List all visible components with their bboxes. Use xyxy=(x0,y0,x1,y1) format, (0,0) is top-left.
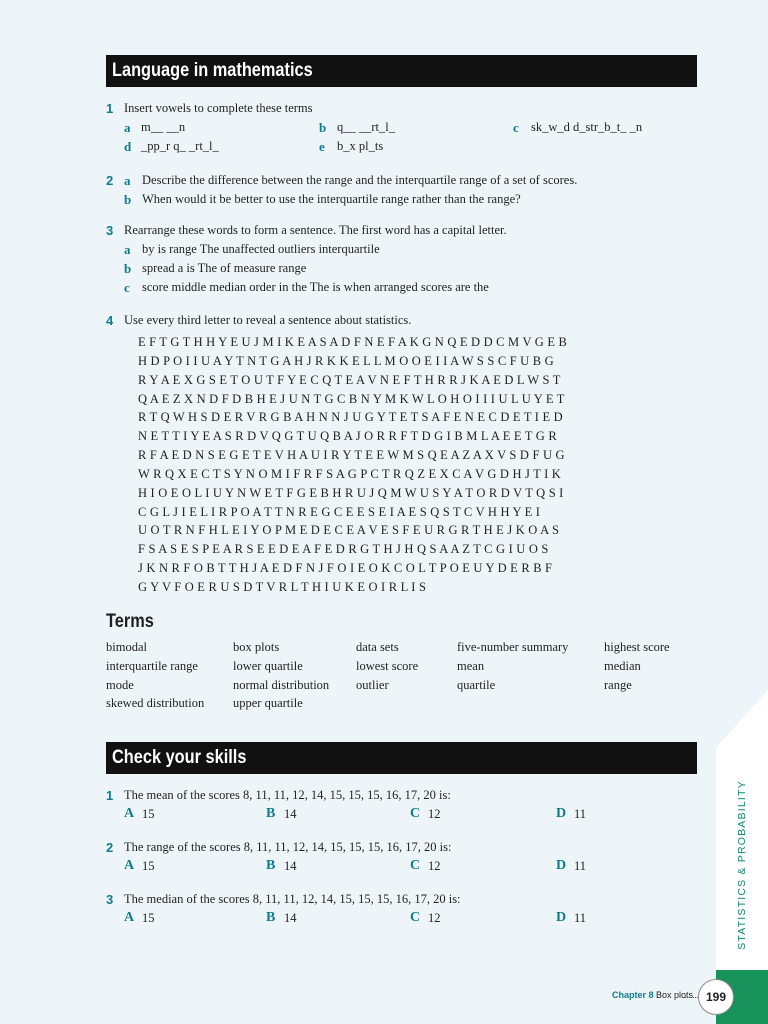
q2-item-a-letter: a xyxy=(124,173,131,188)
q3-item-a-text: by is range The unaffected outliers interquartile xyxy=(142,242,380,256)
q2-item-a-text: Describe the difference between the range and the interquartile range of a set of scores. xyxy=(142,173,578,187)
option-letter: A xyxy=(124,858,135,873)
term-item: outlier xyxy=(356,678,389,692)
option-value: 12 xyxy=(428,911,441,925)
terms-heading-text: Terms xyxy=(106,611,154,632)
q3-item-c-letter: c xyxy=(124,280,130,295)
option-value: 15 xyxy=(142,859,155,873)
question-3-prompt: Rearrange these words to form a sentence. The first word has a capital letter. xyxy=(124,223,507,237)
question-1-number: 1 xyxy=(106,101,114,116)
q2-item-b-letter: b xyxy=(124,192,132,207)
option-value: 14 xyxy=(284,859,297,873)
option-value: 14 xyxy=(284,911,297,925)
language-section-header xyxy=(106,55,697,87)
option-letter: B xyxy=(266,858,276,873)
option-letter: A xyxy=(124,806,135,821)
option-value: 12 xyxy=(428,859,441,873)
puzzle-row: H D P O I I U A Y T N T G A H J R K K E L L M O O E I I A W S S C F U B G xyxy=(138,353,554,368)
q1-item-b-text: q__ __rt_l_ xyxy=(337,120,395,134)
puzzle-row: G Y V F O E R U S D T V R L T H I U K E O I R L I S xyxy=(138,579,427,594)
puzzle-row: R F A E D N S E G E T E V H A U I R Y T E E W M S Q E A Z A X V S D F U G xyxy=(138,448,565,463)
option-value: 14 xyxy=(284,807,297,821)
option-value: 11 xyxy=(574,911,587,925)
term-item: box plots xyxy=(233,640,280,654)
option-letter: B xyxy=(266,806,276,821)
terms-heading xyxy=(106,611,162,633)
option-letter: C xyxy=(410,806,421,821)
skills-question-1-number: 1 xyxy=(106,788,114,803)
question-2-number: 2 xyxy=(106,173,114,188)
footer-chapter xyxy=(612,990,693,1000)
puzzle-row: R Y A E X G S E T O U T F Y E C Q T E A V N E F T H R R J K A E D L W S T xyxy=(138,372,561,387)
page-number: 199 xyxy=(698,979,734,1015)
side-tab-label: STATISTICS & PROBABILITY xyxy=(736,780,748,950)
q1-item-d-text: _pp_r q_ _rt_l_ xyxy=(141,139,219,153)
puzzle-row: H I O E O L I U Y N W E T F G E B H R U J Q M W U S Y A T O R D V T Q S I xyxy=(138,485,564,500)
q3-item-b-letter: b xyxy=(124,261,132,276)
term-item: skewed distribution xyxy=(106,696,205,710)
option-letter: C xyxy=(410,910,421,925)
q1-item-d-letter: d xyxy=(124,139,132,154)
q1-item-c-text: sk_w_d d_str_b_t_ _n xyxy=(531,120,643,134)
q1-item-c-letter: c xyxy=(513,120,519,135)
puzzle-row: C G L J I E L I R P O A T T N R E G C E E S E I A E S Q S T C V H H Y E I xyxy=(138,504,541,519)
term-item: interquartile range xyxy=(106,659,198,673)
question-3-number: 3 xyxy=(106,223,114,238)
option-letter: C xyxy=(410,858,421,873)
option-value: 15 xyxy=(142,911,155,925)
puzzle-row: J K N R F O B T T H J A E D F N J F O I E O K C O L T P O E U Y D E R B F xyxy=(138,561,553,576)
q2-item-b-text: When would it be better to use the interquartile range rather than the range? xyxy=(142,192,521,206)
puzzle-row: U O T R N F H L E I Y O P M E D E C E A V E S F E U R G R T H E J K O A S xyxy=(138,523,560,538)
skills-section-header xyxy=(106,742,697,774)
option-value: 12 xyxy=(428,807,441,821)
q3-item-a-letter: a xyxy=(124,242,131,257)
q1-item-a-text: m__ __n xyxy=(141,120,186,134)
puzzle-row: R T Q W H S D E R V R G B A H N N J U G Y T E T S A F E N E C D E T I E D xyxy=(138,410,563,425)
option-letter: D xyxy=(556,858,567,873)
question-1-prompt: Insert vowels to complete these terms xyxy=(124,101,313,115)
q1-item-a-letter: a xyxy=(124,120,131,135)
skills-question-2-prompt: The range of the scores 8, 11, 11, 12, 14, 15, 15, 15, 16, 17, 20 is: xyxy=(124,840,452,854)
q1-item-b-letter: b xyxy=(319,120,327,135)
option-value: 11 xyxy=(574,807,587,821)
option-letter: A xyxy=(124,910,135,925)
term-item: upper quartile xyxy=(233,696,303,710)
q1-item-e-text: b_x pl_ts xyxy=(337,139,384,153)
term-item: range xyxy=(604,678,632,692)
skills-question-3-prompt: The median of the scores 8, 11, 11, 12, 14, 15, 15, 15, 16, 17, 20 is: xyxy=(124,892,461,906)
term-item: highest score xyxy=(604,640,670,654)
q3-item-c-text: score middle median order in the The is when arranged scores are the xyxy=(142,280,489,294)
letter-puzzle xyxy=(138,333,658,597)
skills-question-2-number: 2 xyxy=(106,840,114,855)
option-letter: B xyxy=(266,910,276,925)
puzzle-row: Q A E Z X N D F D B H E J U N T G C B N Y M K W L O H O I I I U L U Y E T xyxy=(138,391,565,406)
option-letter: D xyxy=(556,806,567,821)
question-4-prompt: Use every third letter to reveal a sentence about statistics. xyxy=(124,313,412,327)
skills-section-title: Check your skills xyxy=(112,747,247,768)
skills-question-3-number: 3 xyxy=(106,892,114,907)
q1-item-e-letter: e xyxy=(319,139,325,154)
footer-topic: Box plots xyxy=(656,990,694,1000)
term-item: mean xyxy=(457,659,485,673)
term-item: quartile xyxy=(457,678,496,692)
term-item: data sets xyxy=(356,640,399,654)
footer-dotted-leader xyxy=(684,997,698,998)
puzzle-row: F S A S E S P E A R S E E D E A F E D R G T H J H Q S A A Z T C G I U O S xyxy=(138,542,549,557)
term-item: bimodal xyxy=(106,640,147,654)
term-item: lowest score xyxy=(356,659,419,673)
puzzle-row: E F T G T H H Y E U J M I K E A S A D F N E F A K G N Q E D D C M V G E B xyxy=(138,335,568,349)
question-4-number: 4 xyxy=(106,313,114,328)
term-item: median xyxy=(604,659,641,673)
footer-chapter-label: Chapter 8 xyxy=(612,990,654,1000)
q3-item-b-text: spread a is The of measure range xyxy=(142,261,307,275)
puzzle-row: W R Q X E C T S Y N O M I F R F S A G P C T R Q Z E X C A V G D H J T I K xyxy=(138,466,562,481)
option-value: 11 xyxy=(574,859,587,873)
option-letter: D xyxy=(556,910,567,925)
term-item: mode xyxy=(106,678,134,692)
term-item: normal distribution xyxy=(233,678,330,692)
term-item: lower quartile xyxy=(233,659,303,673)
term-item: five-number summary xyxy=(457,640,569,654)
side-tab-fold xyxy=(716,690,768,748)
language-section-title: Language in mathematics xyxy=(112,60,313,81)
puzzle-row: N E T T I Y E A S R D V Q G T U Q B A J O R R F T D G I B M L A E E T G R xyxy=(138,429,557,444)
skills-question-1-prompt: The mean of the scores 8, 11, 11, 12, 14, 15, 15, 15, 16, 17, 20 is: xyxy=(124,788,451,802)
option-value: 15 xyxy=(142,807,155,821)
